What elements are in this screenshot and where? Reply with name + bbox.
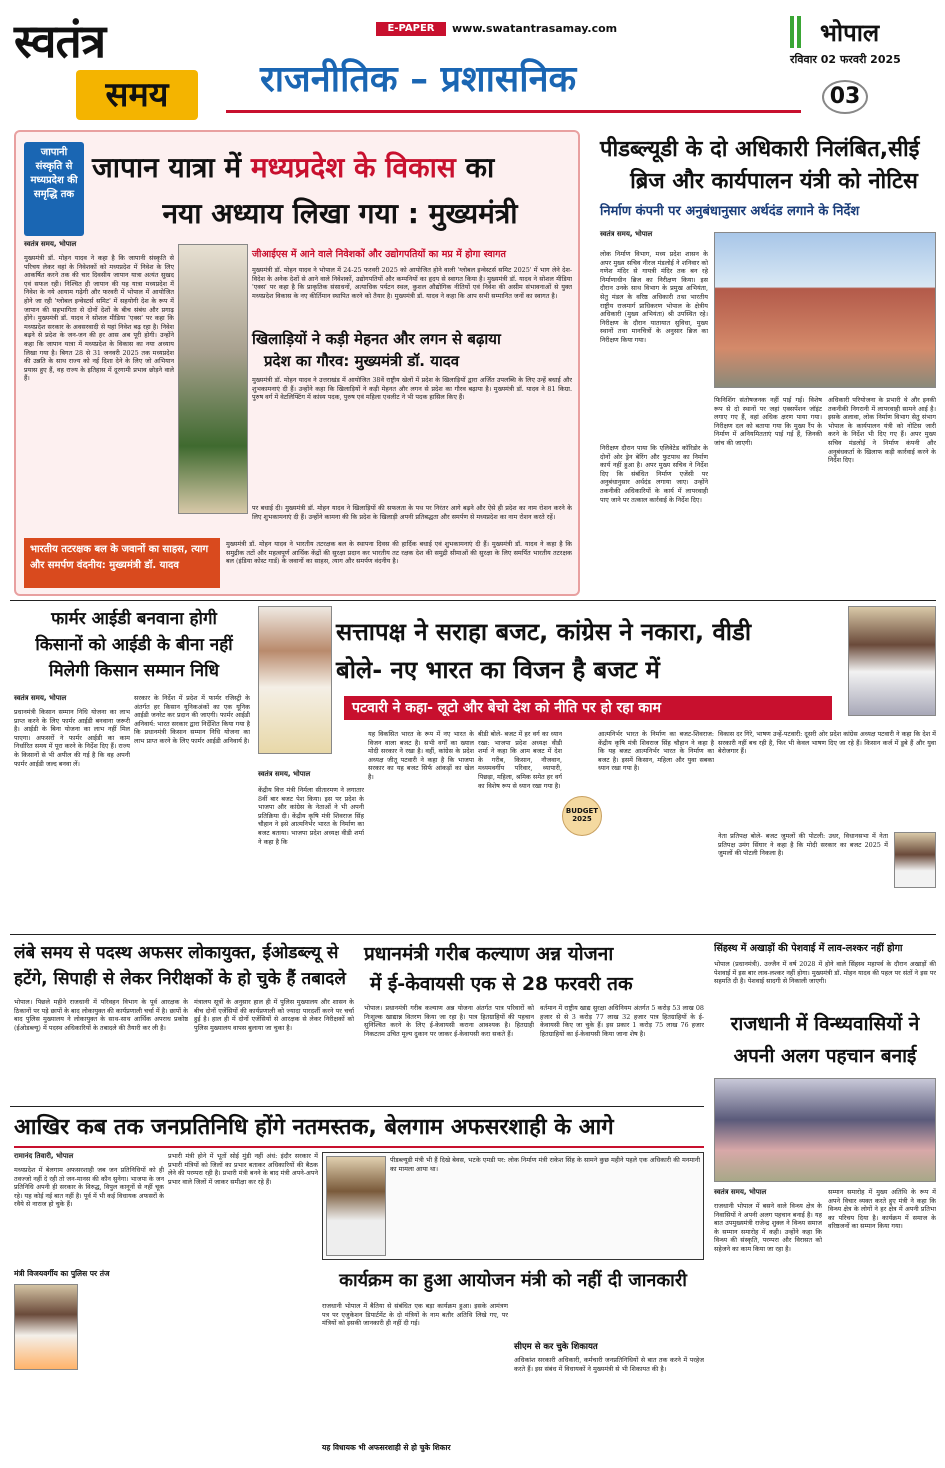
simhastha-headline: सिंहस्थ में अखाड़ों की पेशवाई में लाव-लश्कर नहीं होगा: [714, 943, 903, 954]
pwd-building-photo: [714, 232, 936, 388]
kailash-vijayvargiya-photo: [14, 1284, 78, 1370]
bureaucracy-boxed-subhead: यह विधायक भी अफसरशाही से हो चुके शिकार: [322, 1443, 451, 1452]
green-bar-2: [797, 16, 801, 48]
bureaucracy-box-text: पीडब्ल्यूडी मंत्री भी हैं दिखे बेवस, भटके एमडी पर: लोक निर्माण मंत्री राकेश सिंह के सामने कुछ महीने पहले एक अधिकारी की मनमानी का मामला आया था।: [390, 1156, 700, 1173]
lead-bottom-body: मुख्यमंत्री डॉ. मोहन यादव ने भारतीय तटरक्षक बल के स्थापना दिवस की हार्दिक बधाई एवं शुभकामनाएं दी हैं। मुख्यमंत्री डॉ. यादव ने कहा है कि समुद्रीक तटों और महत्वपूर्ण आर्थिक केंद्रों की सुरक्षा प्रदान कर भारतीय तट रक्षक देश की समुद्री सीमाओं की सुरक्षा के लिए समर्पित भारतीय तटरक्षक बल (इंडिया कोस्ट गार्ड) के जवानों का साहस, त्याग और समर्पण वंदनीय है।: [226, 540, 572, 566]
budget-badge-text: BUDGET: [565, 807, 599, 815]
lead-body-col1: मुख्यमंत्री डॉ. मोहन यादव ने कहा है कि जापानी संस्कृति से परिचय लेकर वहां के निवेशकों को मध्यप्रदेश में निवेश के लिए आकर्षित करने तक की चार दिवसीय जापान यात्रा अत्यंत सुखद एवं सफल रही। निश्चित ही जापान की यह यात्रा मध्यप्रदेश में निवेश के नये आयाम गढ़ेगी और फरवरी में भोपाल में आयोजित होने जा रही 'ग्लोबल इन्वेस्टर्स समिट' में सहयोगी देश के रूप में जापान की सहभागिता से दोनों देशों के बीच संबंध और प्रगाढ़ होंगे। मुख्यमंत्री डॉ. यादव ने सोशल मीडिया 'एक्स' पर कहा कि मध्यप्रदेश सरकार के अवसरवादी से यहां निवेश बढ़ रहा है। निवेश बढ़ने से प्रदेश के जन-जन की हर आस अब पूरी होगी। उन्होंने कहा कि जापान यात्रा में मध्यप्रदेश के विकास का नया अध्याय लिखा गया है। बिगत 28 से 31 जनवरी 2025 तक मध्यप्रदेश की उन्नति के साथ राज्य को नई दिशा देने के लिए जो अभियान प्रयास हुए हैं, वह राज्य के इतिहास में दूरगामी प्रभाव छोड़ने वाले हैं।: [24, 254, 174, 383]
cm-photo: [178, 244, 248, 514]
pmgky-body-col1: भोपाल। प्रधानमंत्री गरीब कल्याण अन्न योजना अंतर्गत पात्र परिवारों को निःशुल्क खाद्यान्न वितरण किया जा रहा है। पात्र हितग्राहियों की पहचान सुनिश्चित करने के लिए ई-केवायसी कराना आवश्यक है। हितग्राही निकटतम उचित मूल्य दुकान पर जाकर ई-केवायसी करा सकते हैं।: [364, 1004, 534, 1038]
budget-body-col4: आत्मनिर्भर भारत के निर्माण का बजट-शिवराज: केंद्रीय कृषि मंत्री शिवराज सिंह चौहान ने कहा है कि यह बजट आत्मनिर्भर भारत के निर्माण का बजट है। इसमें किसान, महिला और युवा सबका ध्यान रखा गया है।: [598, 730, 714, 773]
budget-subhead: पटवारी ने कहा- लूटो और बेचो देश को नीति पर हो रहा काम: [344, 696, 832, 720]
lead-side-tag: जापानी संस्कृति से मध्यप्रदेश की समृद्धि तक: [24, 142, 84, 236]
lokayukta-body-col2: मंत्रालय सूत्रों के अनुसार हाल ही में पुलिस मुख्यालय और शासन के बीच दोनों एजेंसियों की कार्यप्रणाली को ज्यादा पारदर्शी करने पर चर्चा हुई है। हाल ही में दोनों एजेंसियों से आरक्षक से लेकर निरीक्षकों को पुलिस मुख्यालय वापस बुलाया जा चुका है।: [194, 998, 354, 1032]
lead-headline-line1: [92, 146, 576, 190]
umang-singhar-photo: [894, 832, 936, 888]
lead-byline: स्वतंत्र समय, भोपाल: [24, 240, 77, 248]
divider-low: [10, 1106, 704, 1107]
section-title: राजनीतिक – प्रशासनिक: [260, 59, 577, 100]
website-link[interactable]: www.swatantrasamay.com: [452, 22, 618, 35]
lead-headline-part1: जापान यात्रा में: [92, 151, 242, 184]
farmer-headline-line3: मिलेगी किसान सम्मान निधि: [49, 661, 219, 681]
vindhya-byline: स्वतंत्र समय, भोपाल: [714, 1188, 767, 1196]
bureaucracy-body-col2: प्रभारी मंत्री होने में भूतों सोई मुंडी नहीं अंधं: इंदौर सरकार में प्रभारी मंत्रियों को जिलों का प्रभार बताकर अधिकारियों की बैठक लेने की परम्परा रही है। प्रभारी मंत्री बनने के बाद मंत्री अपने-अपने प्रभार वाले जिलों में जाकर समीक्षा कर रहे हैं।: [168, 1152, 318, 1186]
pwd-body-col1: लोक निर्माण विभाग, मध्य प्रदेश शासन के अपर मुख्य सचिव नीरज मंडलोई ने शनिवार को गणेश मंदिर से गायत्री मंदिर तक बन रहे निर्माणाधीन ब्रिज का निरीक्षण किया। इस दौरान उनके साथ विभाग के प्रमुख अभियंता, सेतु मंडल के वरिष्ठ अधिकारी तथा भारतीय राष्ट्रीय राजमार्ग प्राधिकरण भोपाल के क्षेत्रीय अधिकारी (मुख्य अभियंता) श्री उपस्थित रहे। निरीक्षण के दौरान यातायात सुविधा, मुख्य स्थानों तथा मानचित्रों के अनुसार ब्रिज का निरीक्षण किया गया।: [600, 250, 708, 344]
divider-top: [10, 600, 936, 601]
bureaucracy-byline: रामानंद तिवारी, भोपाल: [14, 1152, 74, 1160]
lead-body-col2: मुख्यमंत्री डॉ. मोहन यादव ने भोपाल में 24-25 फरवरी 2025 को आयोजित होने वाली 'ग्लोबल इन्वेस्टर्स समिट 2025' में भाग लेने देश-विदेश के अनेक देशों से आने वाले निवेशकों, उद्योगपतियों और कम्पनियों का हृदय से स्वागत किया है। मुख्यमंत्री डॉ. यादव ने सोशल मीडिया 'एक्स' पर कहा है कि प्राकृतिक संसाधनों, अत्याधिक पर्यटन स्थल, कुशल औद्योगिक नीतियों एवं निवेश की असीम संभावनाओं से युक्त मध्यप्रदेश विकास के नए कीर्तिमान स्थापित करने को तैयार है। मुख्यमंत्री डॉ. यादव ने कहा कि आप सभी सम्मानित जनों का स्वागत है।: [252, 266, 572, 300]
newspaper-logo: [14, 14, 206, 124]
lokayukta-body-col1: भोपाल। पिछले महीने राजधानी में परिवहन विभाग के पूर्व आरक्षक के ठिकानों पर पड़े छापों के बाद लोकायुक्त की कार्यप्रणाली चर्चा में है। छापों के बाद पुलिस मुख्यालय ने लोकायुक्त के साथ-साथ आर्थिक अपराध प्रकोष्ठ (ईओडब्ल्यू) में पदस्थ अधिकारियों के तबादले की तैयारी कर ली है।: [14, 998, 188, 1032]
bureaucracy-subhead1: मंत्री विजयवर्गीय का पुलिस पर तंज: [14, 1269, 110, 1278]
farmer-headline-line1: फार्मर आईडी बनवाना होगी: [51, 609, 217, 629]
budget-badge-year: 2025: [572, 815, 592, 823]
lead-headline-part2: का: [465, 151, 495, 184]
city-name: भोपाल: [820, 19, 880, 47]
budget-body-col6: नेता प्रतिपक्ष बोले- बजट जुमलों की पोटली: उधर, विधानसभा में नेता प्रतिपक्ष उमंग सिंघार ने कहा है कि मोदी सरकार का बजट 2025 में जुमलों की पोटली निकला है।: [718, 832, 888, 858]
bureaucracy-inset-headline: कार्यक्रम का हुआ आयोजन मंत्री को नहीं दी जानकारी: [339, 1270, 687, 1291]
lead-bottom-banner: भारतीय तटरक्षक बल के जवानों का साहस, त्याग और समर्पण वंदनीय: मुख्यमंत्री डॉ. यादव: [24, 538, 220, 588]
bureaucracy-body-col1: मध्यप्रदेश में बेलगाम अफसरशाही जब जन प्रतिनिधियों को ही तवज्जो नहीं दे रही तो जन-मानस की कौन सुनेगा। भाजपा के जन प्रतिनिधि अपनी ही सरकार के विरुद्ध, विपुल कानूनों से नहीं चूक रहे। यह कोई नई बात नहीं है। पूर्व में भी कई विधायक अफसरों के रवैये से नाराज हो चुके हैं।: [14, 1166, 164, 1209]
budget-body-col1: केंद्रीय वित्त मंत्री निर्मला सीतारमण ने लगातार 8वीं बार बजट पेश किया। इस पर प्रदेश के भाजपा और कांग्रेस के नेताओं ने भी अपनी प्रतिक्रिया दी। केंद्रीय कृषि मंत्री शिवराज सिंह चौहान ने इसे आत्मनिर्भर भारत के निर्माण का बजट बताया। भाजपा प्रदेश अध्यक्ष वीडी शर्मा ने कहा है कि: [258, 786, 364, 846]
lead-headline-line2: नया अध्याय लिखा गया : मुख्यमंत्री: [162, 197, 518, 230]
green-bar-1: [790, 16, 794, 48]
inset-headline-line1: खिलाड़ियों ने कड़ी मेहनत और लगन से बढ़ाया: [252, 330, 501, 348]
budget-body-col2: यह विकसित भारत के रूप में नए भारत के विजन वाला बजट है। सभी वर्गों का ख्याल मोदी सरकार ने रखा है। वहीं, कांग्रेस के प्रदेश अध्यक्ष जीतू पटवारी ने कहा है कि भाजपा सरकार का यह बजट सिर्फ आंकड़ों का खेल है।: [368, 730, 474, 781]
inset-headline-line2: प्रदेश का गौरव: मुख्यमंत्री डॉ. यादव: [264, 352, 460, 370]
budget-byline: स्वतंत्र समय, भोपाल: [258, 770, 311, 778]
vindhya-body-col1: राजधानी भोपाल में बसने वाले विन्ध्य क्षेत्र के निवासियों ने अपनी अलग पहचान बनाई है। यह बात उपमुख्यमंत्री राजेन्द्र शुक्ल ने विन्ध्य समाज के सम्मान समारोह में कही। उन्होंने कहा कि विन्ध्य की संस्कृति, परम्परा और विरासत को सहेजने का काम किया जा रहा है।: [714, 1202, 822, 1253]
farmer-body-col1: प्रधानमंत्री किसान सम्मान निधि योजना का लाभ प्राप्त करने के लिए फार्मर आईडी बनवाना जरूरी है। आईडी के बिना योजना का लाभ नहीं मिल पाएगा। अफसरों ने फार्मर आईडी का काम निर्धारित समय में पूरा करने के निर्देश दिए हैं। राज्य के किसानों से भी अपील की गई है कि वह अपनी फार्मर आईडी जल्द बनवा लें।: [14, 708, 130, 768]
bureaucracy-inset-subhead: सीएम से कर चुके शिकायत: [514, 1342, 598, 1352]
farmer-headline-line2: किसानों को आईडी के बीना नहीं: [35, 635, 233, 655]
budget-badge: [562, 796, 602, 836]
pwd-body-col4: अधिकारी परियोजना के प्रभारी थे और इनकी तकनीकी निगरानी में लापरवाही सामने आई है। इसके अलावा, लोक निर्माण विभाग सेतु संभाग भोपाल के कार्यपालन यंत्री को नोटिस जारी करने के निर्देश भी दिए गए हैं। अपर मुख्य सचिव मंडलोई ने निर्माण कंपनी और अनुबंधकर्ता के खिलाफ कड़ी कार्रवाई करने के निर्देश दिए।: [828, 396, 936, 465]
budget-body-col3: बीडी बोले- बजट में हर वर्ग का ध्यान रखा: भाजपा प्रदेश अध्यक्ष वीडी शर्मा ने कहा कि आम बजट में देश के गरीब, किसान, नौजवान, मध्यमवर्गीय परिवार, व्यापारी, पिछड़ा, महिला, श्रमिक समेत हर वर्ग का विशेष रूप से ध्यान रखा गया है।: [478, 730, 562, 790]
divider-mid: [10, 934, 936, 935]
lokayukta-headline-line2: हटेंगे, सिपाही से लेकर निरीक्षकों के हो चुके हैं तबादले: [14, 969, 346, 989]
vd-sharma-photo: [258, 606, 332, 754]
pwd-subhead: निर्माण कंपनी पर अनुबंधानुसार अर्थदंड लगाने के निर्देश: [600, 204, 860, 219]
lead-headline-highlight: मध्यप्रदेश के विकास: [250, 151, 456, 184]
vindhya-headline-line1: राजधानी में विन्ध्यवासियों ने: [730, 1013, 920, 1035]
bureaucracy-inset-body2: अधिकांश सरकारी अधिकारी, कर्मचारी जनप्रतिनिधियों से बात तक करने में परहेज करते हैं। इस संबंध में विधायकों ने मुख्यमंत्री से भी शिकायत की है।: [514, 1356, 704, 1373]
section-rule: [226, 110, 801, 113]
budget-headline-line1: सत्तापक्ष ने सराहा बजट, कांग्रेस ने नकारा, वीडी: [336, 618, 752, 646]
pwd-body-col3: फिनिशिंग संतोषजनक नहीं पाई गई। विशेष रूप से दो स्थानों पर जहां एक्सपेंशन जॉइंट लगाए गए हैं, वहां अधिक क्षरण पाया गया। निरीक्षण दल को बताया गया कि मुख्य रैंप के निर्माण में अनियमितताएं पाई गई हैं, जिनकी जांच की जाएगी।: [714, 396, 822, 447]
rakesh-singh-photo: [326, 1156, 386, 1256]
inset-body: मुख्यमंत्री डॉ. मोहन यादव ने उत्तराखंड में आयोजित 38वें राष्ट्रीय खेलों में प्रदेश के खिलाड़ियों द्वारा अर्जित उपलब्धि के लिए उन्हें बधाई और शुभकामनाएं दी हैं। उन्होंने कहा कि खिलाड़ियों ने कड़ी मेहनत और लगन से प्रदेश का गौरव बढ़ाया है। मुख्यमंत्री डॉ. यादव ने 81 किग्रा. पुरुष वर्ग में वेटलिफ्टिंग में कांस्य पदक, पुरुष एवं महिला एथलीट ने भी पदक हासिल किए हैं।: [252, 376, 572, 402]
inset-body-2: पर बधाई दी। मुख्यमंत्री डॉ. मोहन यादव ने खिलाड़ियों की सफलता के पथ पर निरंतर आगे बढ़ने और ऐसे ही प्रदेश का नाम रोशन करने के लिए शुभकामनाएं दी हैं। उन्होंने कामना की कि प्रदेश के खिलाड़ी अपनी प्रतिबद्धता और समर्पण से मध्यप्रदेश का नाम रोशन करते रहें।: [252, 504, 572, 521]
epaper-label: E-PAPER: [376, 22, 446, 36]
vindhya-event-photo: [714, 1078, 936, 1182]
pmgky-body-col2: वर्तमान में राष्ट्रीय खाद्य सुरक्षा अधिनियम अंतर्गत 5 करोड़ 53 लाख 08 हजार से से 3 करोड़ 77 लाख 32 हजार पात्र हितग्राहियों के ई-केवायसी किए जा चुके हैं। इस प्रकार 1 करोड़ 75 लाख 76 हजार हितग्राहियों का ई-केवायसी किया जाना शेष है।: [540, 1004, 704, 1038]
pmgky-headline-line1: प्रधानमंत्री गरीब कल्याण अन्न योजना: [364, 943, 614, 965]
logo-top-text: स्वतंत्र: [14, 14, 106, 68]
pwd-headline-line2: ब्रिज और कार्यपालन यंत्री को नोटिस: [630, 169, 918, 194]
bureaucracy-headline: आखिर कब तक जनप्रतिनिधि होंगे नतमस्तक, बेलगाम अफसरशाही के आगे: [14, 1115, 614, 1140]
vindhya-headline-line2: अपनी अलग पहचान बनाई: [733, 1045, 917, 1067]
logo-bottom-text: समय: [105, 75, 169, 115]
lead-subhead: जीआईएस में आने वाले निवेशकों और उद्योगपतियों का मप्र में होगा स्वागत: [252, 249, 506, 260]
farmer-body-col2: सरकार के निर्देश में प्रदेश में फार्मर रजिस्ट्री के अंतर्गत हर किसान यूनिकअंकों का एक यूनिक आईडी जनरेट कर प्रदान की जाएगी। फार्मर आईडी अनिवार्य: भारत सरकार द्वारा निर्देशित किया गया है कि प्रधानमंत्री किसान सम्मान निधि योजना का लाभ प्राप्त करने के लिए फार्मर आईडी अनिवार्य है।: [134, 694, 250, 745]
lokayukta-headline-line1: लंबे समय से पदस्थ अफसर लोकायुक्त, ईओडब्ल्यू से: [14, 943, 339, 963]
pwd-byline: स्वतंत्र समय, भोपाल: [600, 230, 653, 238]
farmer-byline: स्वतंत्र समय, भोपाल: [14, 694, 67, 702]
vindhya-body-col2: सम्मान समारोह में मुख्य अतिथि के रूप में अपने विचार व्यक्त करते हुए मंत्री ने कहा कि विन्ध्य क्षेत्र के लोगों ने हर क्षेत्र में अपनी प्रतिभा का परिचय दिया है। कार्यक्रम में समाज के वरिष्ठजनों का सम्मान किया गया।: [828, 1188, 936, 1231]
masthead: [0, 0, 945, 128]
page-number: 03: [822, 80, 868, 114]
pmgky-headline-line2: में ई-केवायसी एक से 28 फरवरी तक: [370, 973, 633, 995]
simhastha-body: भोपाल (प्रधानमंत्री). उज्जैन में वर्ष 2028 में होने वाले सिंहस्थ महापर्व के दौरान अखाड़ों की पेशवाई में इस बार लाव-लश्कर नहीं होगा। मुख्यमंत्री डॉ. मोहन यादव की पहल पर संतों ने इस पर सहमति दी है। पेशवाई सादगी से निकाली जाएगी।: [714, 960, 936, 986]
budget-headline-line2: बोले- नए भारत का विजन है बजट में: [336, 656, 660, 684]
issue-date: रविवार 02 फरवरी 2025: [790, 53, 901, 66]
bureaucracy-headline-rule: [14, 1146, 704, 1148]
jitu-patwari-photo: [848, 606, 936, 716]
pwd-headline-line1: पीडब्ल्यूडी के दो अधिकारी निलंबित,सीई: [600, 137, 920, 162]
pwd-body-col2: निरीक्षण दौरान पाया कि एलिवेटेड कॉरिडोर के दोनों ओर ड्रेन बेरिंग और फुटपाथ का निर्माण कार्य नहीं हुआ है। अपर मुख्य सचिव ने निर्देश दिए कि संबंधित निर्माण एजेंसी पर अनुबंधानुसार अर्थदंड लगाया जाए। उन्होंने तकनीकी अधिकारियों के कार्य में लापरवाही पाए जाने पर तत्काल कार्रवाई के निर्देश दिए।: [600, 444, 708, 504]
bureaucracy-inset-body1: राजधानी भोपाल में बैतिया से संबंधित एक बड़ा कार्यक्रम हुआ। इसके आमंत्रण पत्र पर एजुकेशन डिपार्टमेंट के दो मंत्रियों के नाम बतौर अतिथि लिखे गए, पर मंत्रियों को इसकी जानकारी ही नहीं दी गई।: [322, 1302, 508, 1328]
budget-body-col5: विकास दर गिरे, भाषण उन्हें-पटवारी: दूसरी ओर प्रदेश कांग्रेस अध्यक्ष पटवारी ने कहा कि देश में सरकारी नहीं बच रही है, फिर भी केवल भाषण दिए जा रहे हैं। किसान कर्ज में डूबे हैं और युवा बेरोजगार हैं।: [718, 730, 936, 756]
